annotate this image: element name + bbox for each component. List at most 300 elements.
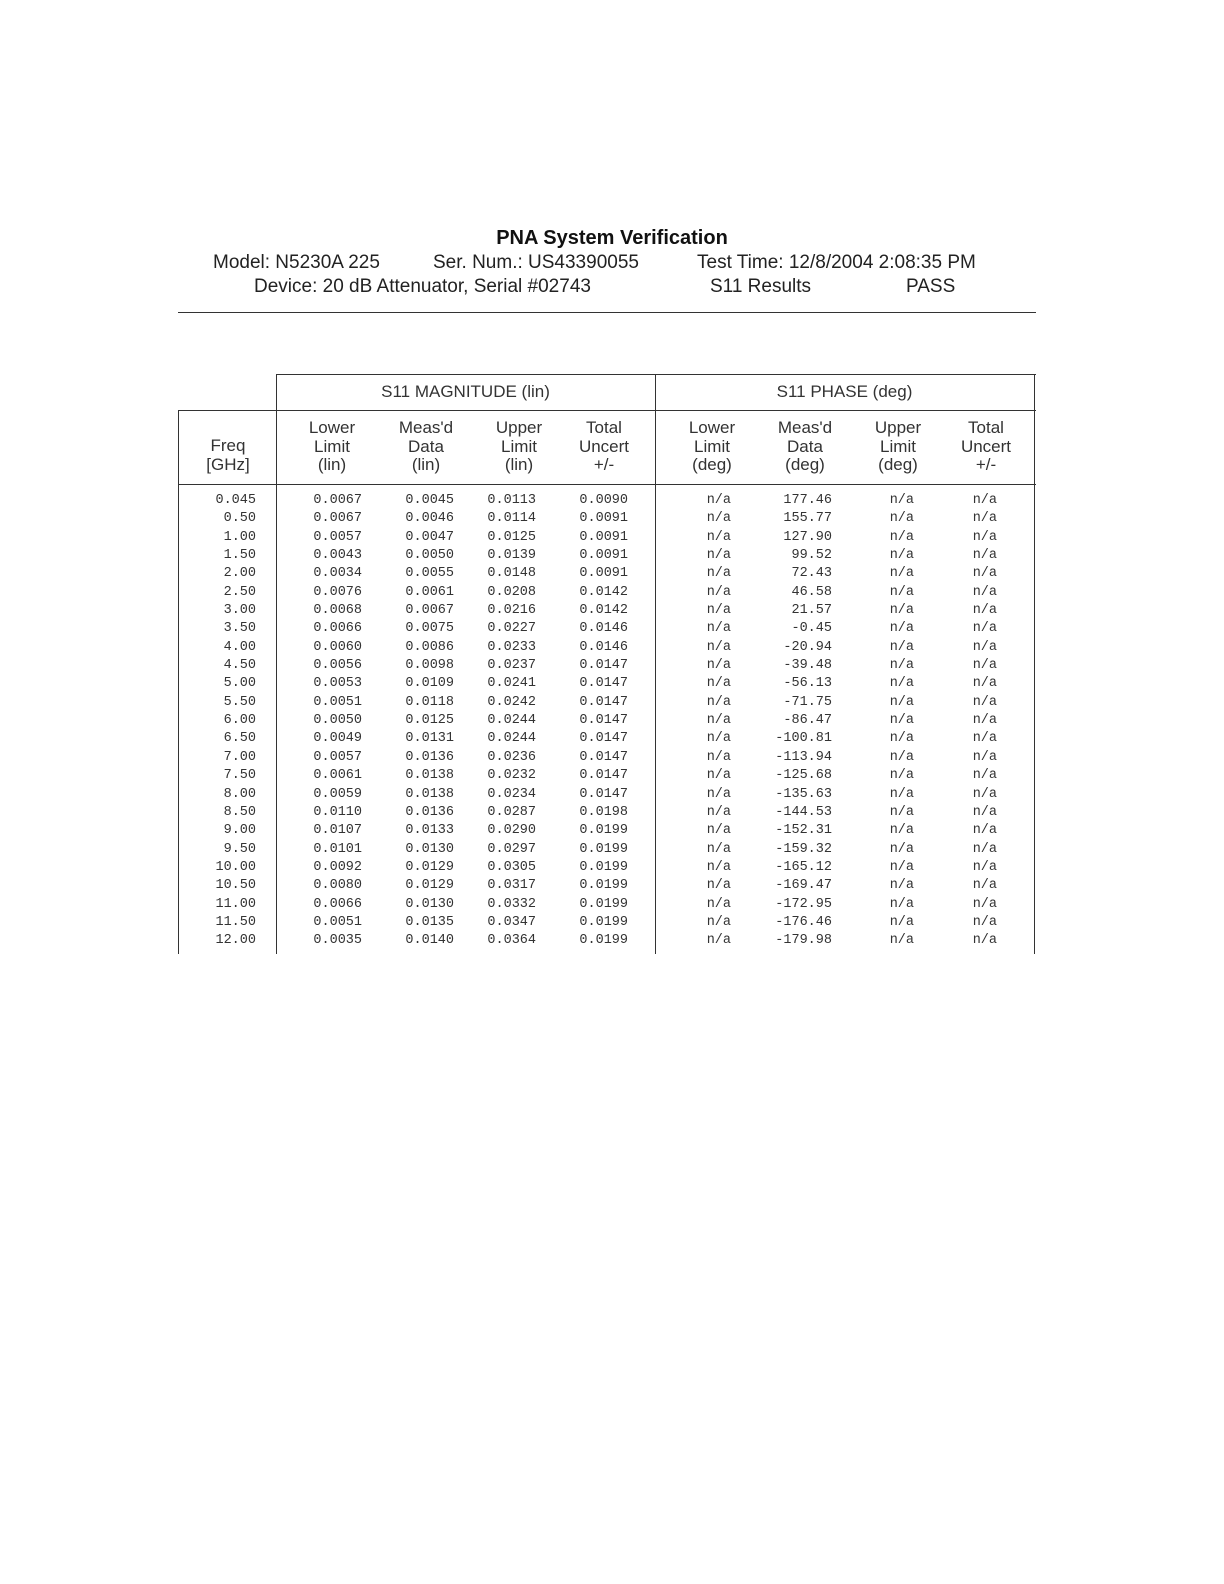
table-row xyxy=(178,749,1036,767)
mag-meas-cell: 0.0118 xyxy=(405,694,454,710)
table-row xyxy=(178,657,1036,675)
phase-total-cell: n/a xyxy=(972,768,997,784)
mag-upper-cell: 0.0290 xyxy=(487,823,536,839)
freq-cell: 4.50 xyxy=(223,658,256,674)
mag-total-cell: 0.0147 xyxy=(579,786,628,802)
mag-meas-cell: 0.0136 xyxy=(405,749,454,765)
freq-cell: 11.50 xyxy=(215,914,256,930)
phase-upper-cell: n/a xyxy=(889,584,914,600)
mag-meas-cell: 0.0130 xyxy=(405,896,454,912)
phase-meas-cell: -39.48 xyxy=(783,658,832,674)
mag-upper-cell: 0.0125 xyxy=(487,529,536,545)
phase-upper-cell: n/a xyxy=(889,548,914,564)
phase-total-cell: n/a xyxy=(972,676,997,692)
header-line: Total xyxy=(968,418,1004,437)
test-time-label: Test Time: 12/8/2004 2:08:35 PM xyxy=(697,252,976,273)
header-ph-lower xyxy=(672,419,752,475)
mag-total-cell: 0.0147 xyxy=(579,694,628,710)
phase-upper-cell: n/a xyxy=(889,529,914,545)
mag-lower-cell: 0.0066 xyxy=(313,896,362,912)
mag-lower-cell: 0.0061 xyxy=(313,768,362,784)
table-row xyxy=(178,529,1036,547)
mag-upper-cell: 0.0234 xyxy=(487,786,536,802)
mag-total-cell: 0.0199 xyxy=(579,914,628,930)
header-line: Lower xyxy=(688,418,736,437)
table-row xyxy=(178,896,1036,914)
mag-upper-cell: 0.0113 xyxy=(487,493,536,508)
mag-meas-cell: 0.0138 xyxy=(405,786,454,802)
mag-lower-cell: 0.0067 xyxy=(313,511,362,527)
phase-meas-cell: 21.57 xyxy=(791,603,832,619)
table-row xyxy=(178,584,1036,602)
mag-meas-cell: 0.0047 xyxy=(405,529,454,545)
phase-meas-cell: -113.94 xyxy=(775,749,832,765)
freq-cell: 6.50 xyxy=(223,731,256,747)
table-row xyxy=(178,565,1036,583)
mag-lower-cell: 0.0110 xyxy=(313,804,362,820)
phase-lower-cell: n/a xyxy=(706,878,731,894)
mag-lower-cell: 0.0051 xyxy=(313,914,362,930)
header-freq-line: Freq xyxy=(210,436,246,455)
phase-meas-cell: 72.43 xyxy=(791,566,832,582)
phase-upper-cell: n/a xyxy=(889,658,914,674)
phase-upper-cell: n/a xyxy=(889,749,914,765)
header-line: (deg) xyxy=(785,455,825,474)
mag-total-cell: 0.0199 xyxy=(579,841,628,857)
phase-total-cell: n/a xyxy=(972,639,997,655)
report-title: PNA System Verification xyxy=(496,227,728,249)
phase-total-cell: n/a xyxy=(972,658,997,674)
freq-cell: 5.50 xyxy=(223,694,256,710)
phase-lower-cell: n/a xyxy=(706,621,731,637)
mag-meas-cell: 0.0061 xyxy=(405,584,454,600)
header-line: Upper xyxy=(495,418,543,437)
mag-meas-cell: 0.0075 xyxy=(405,621,454,637)
phase-upper-cell: n/a xyxy=(889,841,914,857)
phase-upper-cell: n/a xyxy=(889,676,914,692)
mag-meas-cell: 0.0086 xyxy=(405,639,454,655)
header-mag-upper xyxy=(479,419,559,475)
serial-number-label: Ser. Num.: US43390055 xyxy=(433,252,639,273)
phase-total-cell: n/a xyxy=(972,749,997,765)
mag-meas-cell: 0.0055 xyxy=(405,566,454,582)
mag-total-cell: 0.0091 xyxy=(579,566,628,582)
mag-lower-cell: 0.0107 xyxy=(313,823,362,839)
mag-lower-cell: 0.0035 xyxy=(313,933,362,949)
table-row xyxy=(178,767,1036,785)
mag-meas-cell: 0.0125 xyxy=(405,713,454,729)
mag-total-cell: 0.0142 xyxy=(579,584,628,600)
mag-total-cell: 0.0147 xyxy=(579,749,628,765)
header-mag-lower xyxy=(292,419,372,475)
mag-upper-cell: 0.0208 xyxy=(487,584,536,600)
phase-total-cell: n/a xyxy=(972,584,997,600)
mag-meas-cell: 0.0133 xyxy=(405,823,454,839)
phase-meas-cell: -165.12 xyxy=(775,859,832,875)
mag-lower-cell: 0.0080 xyxy=(313,878,362,894)
freq-cell: 6.00 xyxy=(223,713,256,729)
mag-meas-cell: 0.0050 xyxy=(405,548,454,564)
phase-total-cell: n/a xyxy=(972,914,997,930)
magnitude-group-header: S11 MAGNITUDE (lin) xyxy=(381,382,550,401)
freq-cell: 8.00 xyxy=(223,786,256,802)
phase-upper-cell: n/a xyxy=(889,694,914,710)
phase-lower-cell: n/a xyxy=(706,676,731,692)
phase-total-cell: n/a xyxy=(972,878,997,894)
header-line: Limit xyxy=(694,436,730,456)
phase-total-cell: n/a xyxy=(972,896,997,912)
mag-upper-cell: 0.0332 xyxy=(487,896,536,912)
mag-total-cell: 0.0199 xyxy=(579,878,628,894)
table-row xyxy=(178,712,1036,730)
phase-lower-cell: n/a xyxy=(706,529,731,545)
mag-lower-cell: 0.0101 xyxy=(313,841,362,857)
phase-lower-cell: n/a xyxy=(706,804,731,820)
mag-meas-cell: 0.0140 xyxy=(405,933,454,949)
phase-total-cell: n/a xyxy=(972,511,997,527)
table-row xyxy=(178,694,1036,712)
freq-cell: 5.00 xyxy=(223,676,256,692)
header-ph-total xyxy=(946,419,1026,475)
phase-lower-cell: n/a xyxy=(706,896,731,912)
phase-total-cell: n/a xyxy=(972,603,997,619)
freq-cell: 4.00 xyxy=(223,639,256,655)
phase-meas-cell: -135.63 xyxy=(775,786,832,802)
phase-lower-cell: n/a xyxy=(706,713,731,729)
phase-total-cell: n/a xyxy=(972,841,997,857)
phase-lower-cell: n/a xyxy=(706,511,731,527)
phase-meas-cell: -169.47 xyxy=(775,878,832,894)
freq-cell: 10.50 xyxy=(215,878,256,894)
header-line: Meas'd xyxy=(777,418,833,437)
freq-cell: 9.50 xyxy=(223,841,256,857)
phase-upper-cell: n/a xyxy=(889,639,914,655)
header-line: Meas'd xyxy=(398,418,454,437)
mag-total-cell: 0.0091 xyxy=(579,529,628,545)
phase-lower-cell: n/a xyxy=(706,566,731,582)
results-label: S11 Results xyxy=(710,276,812,297)
phase-upper-cell: n/a xyxy=(889,786,914,802)
header-line: Total xyxy=(586,418,622,437)
device-label: Device: 20 dB Attenuator, Serial #02743 xyxy=(254,276,591,297)
header-ph-meas xyxy=(765,419,845,475)
mag-total-cell: 0.0147 xyxy=(579,658,628,674)
mag-upper-cell: 0.0233 xyxy=(487,639,536,655)
mag-meas-cell: 0.0045 xyxy=(405,493,454,508)
freq-cell: 7.00 xyxy=(223,749,256,765)
mag-upper-cell: 0.0305 xyxy=(487,859,536,875)
mag-total-cell: 0.0147 xyxy=(579,768,628,784)
header-line: Uncert xyxy=(578,436,630,456)
phase-upper-cell: n/a xyxy=(889,768,914,784)
table-row xyxy=(178,510,1036,528)
header-divider xyxy=(178,312,1036,313)
phase-lower-cell: n/a xyxy=(706,749,731,765)
mag-total-cell: 0.0199 xyxy=(579,933,628,949)
mag-lower-cell: 0.0092 xyxy=(313,859,362,875)
phase-total-cell: n/a xyxy=(972,529,997,545)
mag-upper-cell: 0.0216 xyxy=(487,603,536,619)
phase-lower-cell: n/a xyxy=(706,639,731,655)
phase-upper-cell: n/a xyxy=(889,823,914,839)
mag-lower-cell: 0.0056 xyxy=(313,658,362,674)
freq-cell: 9.00 xyxy=(223,823,256,839)
mag-total-cell: 0.0146 xyxy=(579,621,628,637)
table-row xyxy=(178,804,1036,822)
mag-upper-cell: 0.0232 xyxy=(487,768,536,784)
table-row xyxy=(178,914,1036,932)
table-row xyxy=(178,730,1036,748)
mag-lower-cell: 0.0068 xyxy=(313,603,362,619)
phase-total-cell: n/a xyxy=(972,694,997,710)
mag-meas-cell: 0.0135 xyxy=(405,914,454,930)
mag-total-cell: 0.0199 xyxy=(579,859,628,875)
phase-lower-cell: n/a xyxy=(706,731,731,747)
mag-total-cell: 0.0198 xyxy=(579,804,628,820)
mag-lower-cell: 0.0057 xyxy=(313,749,362,765)
phase-total-cell: n/a xyxy=(972,786,997,802)
phase-meas-cell: -86.47 xyxy=(783,713,832,729)
mag-lower-cell: 0.0053 xyxy=(313,676,362,692)
phase-meas-cell: -144.53 xyxy=(775,804,832,820)
header-line: Limit xyxy=(880,436,916,456)
phase-meas-cell: -172.95 xyxy=(775,896,832,912)
mag-total-cell: 0.0090 xyxy=(579,493,628,508)
header-line: +/- xyxy=(975,455,997,474)
header-line: Data xyxy=(787,436,823,456)
pass-status: PASS xyxy=(906,276,956,297)
phase-total-cell: n/a xyxy=(972,493,997,508)
phase-meas-cell: -20.94 xyxy=(783,639,832,655)
phase-meas-cell: -0.45 xyxy=(791,621,832,637)
freq-cell: 11.00 xyxy=(215,896,256,912)
header-mag-total xyxy=(564,419,644,475)
phase-lower-cell: n/a xyxy=(706,694,731,710)
mag-meas-cell: 0.0136 xyxy=(405,804,454,820)
table-row xyxy=(178,841,1036,859)
phase-upper-cell: n/a xyxy=(889,914,914,930)
mag-lower-cell: 0.0051 xyxy=(313,694,362,710)
phase-upper-cell: n/a xyxy=(889,731,914,747)
phase-meas-cell: 155.77 xyxy=(783,511,832,527)
header-line: (deg) xyxy=(878,455,918,474)
phase-upper-cell: n/a xyxy=(889,933,914,949)
header-line: (lin) xyxy=(317,455,347,474)
phase-lower-cell: n/a xyxy=(706,584,731,600)
table-row xyxy=(178,932,1036,950)
mag-meas-cell: 0.0131 xyxy=(405,731,454,747)
header-freq-line: [GHz] xyxy=(206,454,250,474)
phase-upper-cell: n/a xyxy=(889,511,914,527)
phase-meas-cell: -56.13 xyxy=(783,676,832,692)
freq-cell: 7.50 xyxy=(223,768,256,784)
mag-meas-cell: 0.0098 xyxy=(405,658,454,674)
table-row xyxy=(178,675,1036,693)
phase-meas-cell: 127.90 xyxy=(783,529,832,545)
phase-lower-cell: n/a xyxy=(706,786,731,802)
phase-meas-cell: -159.32 xyxy=(775,841,832,857)
header-line: (lin) xyxy=(411,455,441,474)
mag-meas-cell: 0.0046 xyxy=(405,511,454,527)
mag-upper-cell: 0.0364 xyxy=(487,933,536,949)
phase-meas-cell: -176.46 xyxy=(775,914,832,930)
header-line: Data xyxy=(408,436,444,456)
freq-cell: 3.00 xyxy=(223,603,256,619)
table-row xyxy=(178,602,1036,620)
table-row xyxy=(178,786,1036,804)
mag-upper-cell: 0.0237 xyxy=(487,658,536,674)
freq-cell: 12.00 xyxy=(215,933,256,949)
phase-upper-cell: n/a xyxy=(889,859,914,875)
mag-upper-cell: 0.0227 xyxy=(487,621,536,637)
header-line: (deg) xyxy=(692,455,732,474)
phase-lower-cell: n/a xyxy=(706,841,731,857)
table-body xyxy=(178,492,1036,951)
mag-upper-cell: 0.0236 xyxy=(487,749,536,765)
phase-group-header: S11 PHASE (deg) xyxy=(776,382,913,401)
mag-meas-cell: 0.0109 xyxy=(405,676,454,692)
phase-lower-cell: n/a xyxy=(706,603,731,619)
mag-lower-cell: 0.0060 xyxy=(313,639,362,655)
phase-meas-cell: -125.68 xyxy=(775,768,832,784)
table-row xyxy=(178,822,1036,840)
header-mag-meas xyxy=(386,419,466,475)
grid-line xyxy=(178,410,1036,411)
phase-total-cell: n/a xyxy=(972,731,997,747)
phase-meas-cell: -152.31 xyxy=(775,823,832,839)
freq-cell: 10.00 xyxy=(215,859,256,875)
freq-cell: 3.50 xyxy=(223,621,256,637)
header-ph-upper xyxy=(858,419,938,475)
mag-total-cell: 0.0146 xyxy=(579,639,628,655)
phase-upper-cell: n/a xyxy=(889,566,914,582)
header-line: (lin) xyxy=(504,455,534,474)
phase-total-cell: n/a xyxy=(972,859,997,875)
mag-meas-cell: 0.0138 xyxy=(405,768,454,784)
freq-cell: 1.50 xyxy=(223,548,256,564)
mag-lower-cell: 0.0034 xyxy=(313,566,362,582)
freq-cell: 0.045 xyxy=(215,493,256,508)
header-line: Limit xyxy=(314,436,350,456)
mag-meas-cell: 0.0130 xyxy=(405,841,454,857)
model-label: Model: N5230A 225 xyxy=(213,252,380,273)
freq-cell: 8.50 xyxy=(223,804,256,820)
phase-meas-cell: -100.81 xyxy=(775,731,832,747)
table-row xyxy=(178,639,1036,657)
header-line: Upper xyxy=(874,418,922,437)
phase-upper-cell: n/a xyxy=(889,621,914,637)
phase-meas-cell: 177.46 xyxy=(783,493,832,508)
mag-meas-cell: 0.0129 xyxy=(405,859,454,875)
phase-lower-cell: n/a xyxy=(706,859,731,875)
phase-total-cell: n/a xyxy=(972,621,997,637)
phase-lower-cell: n/a xyxy=(706,823,731,839)
table-row xyxy=(178,547,1036,565)
mag-total-cell: 0.0199 xyxy=(579,896,628,912)
phase-meas-cell: 99.52 xyxy=(791,548,832,564)
mag-upper-cell: 0.0287 xyxy=(487,804,536,820)
mag-upper-cell: 0.0347 xyxy=(487,914,536,930)
mag-meas-cell: 0.0129 xyxy=(405,878,454,894)
freq-cell: 0.50 xyxy=(223,511,256,527)
mag-lower-cell: 0.0066 xyxy=(313,621,362,637)
mag-total-cell: 0.0199 xyxy=(579,823,628,839)
phase-total-cell: n/a xyxy=(972,823,997,839)
phase-lower-cell: n/a xyxy=(706,933,731,949)
table-row xyxy=(178,859,1036,877)
freq-cell: 1.00 xyxy=(223,529,256,545)
mag-total-cell: 0.0091 xyxy=(579,511,628,527)
phase-lower-cell: n/a xyxy=(706,548,731,564)
header-line: Uncert xyxy=(960,436,1012,456)
phase-meas-cell: -179.98 xyxy=(775,933,832,949)
phase-upper-cell: n/a xyxy=(889,603,914,619)
mag-meas-cell: 0.0067 xyxy=(405,603,454,619)
grid-line xyxy=(178,484,1036,485)
phase-lower-cell: n/a xyxy=(706,914,731,930)
phase-lower-cell: n/a xyxy=(706,493,731,508)
header-freq xyxy=(183,437,273,474)
mag-lower-cell: 0.0050 xyxy=(313,713,362,729)
phase-total-cell: n/a xyxy=(972,548,997,564)
mag-total-cell: 0.0147 xyxy=(579,713,628,729)
phase-total-cell: n/a xyxy=(972,566,997,582)
grid-line xyxy=(276,374,1036,375)
phase-total-cell: n/a xyxy=(972,933,997,949)
mag-total-cell: 0.0091 xyxy=(579,548,628,564)
mag-upper-cell: 0.0297 xyxy=(487,841,536,857)
phase-upper-cell: n/a xyxy=(889,878,914,894)
mag-upper-cell: 0.0139 xyxy=(487,548,536,564)
phase-meas-cell: 46.58 xyxy=(791,584,832,600)
phase-meas-cell: -71.75 xyxy=(783,694,832,710)
phase-total-cell: n/a xyxy=(972,804,997,820)
phase-upper-cell: n/a xyxy=(889,896,914,912)
table-row xyxy=(178,877,1036,895)
mag-lower-cell: 0.0067 xyxy=(313,493,362,508)
mag-upper-cell: 0.0244 xyxy=(487,713,536,729)
mag-upper-cell: 0.0317 xyxy=(487,878,536,894)
mag-total-cell: 0.0147 xyxy=(579,731,628,747)
table-row xyxy=(178,620,1036,638)
mag-lower-cell: 0.0059 xyxy=(313,786,362,802)
header-line: +/- xyxy=(593,455,615,474)
phase-lower-cell: n/a xyxy=(706,658,731,674)
mag-total-cell: 0.0147 xyxy=(579,676,628,692)
mag-upper-cell: 0.0244 xyxy=(487,731,536,747)
mag-lower-cell: 0.0049 xyxy=(313,731,362,747)
freq-cell: 2.00 xyxy=(223,566,256,582)
mag-lower-cell: 0.0076 xyxy=(313,584,362,600)
mag-total-cell: 0.0142 xyxy=(579,603,628,619)
header-line: Limit xyxy=(501,436,537,456)
mag-upper-cell: 0.0241 xyxy=(487,676,536,692)
phase-lower-cell: n/a xyxy=(706,768,731,784)
s11-results-table xyxy=(178,374,1036,954)
mag-lower-cell: 0.0043 xyxy=(313,548,362,564)
phase-total-cell: n/a xyxy=(972,713,997,729)
freq-cell: 2.50 xyxy=(223,584,256,600)
phase-upper-cell: n/a xyxy=(889,804,914,820)
mag-upper-cell: 0.0148 xyxy=(487,566,536,582)
mag-lower-cell: 0.0057 xyxy=(313,529,362,545)
phase-upper-cell: n/a xyxy=(889,713,914,729)
mag-upper-cell: 0.0114 xyxy=(487,511,536,527)
table-row xyxy=(178,492,1036,510)
header-line: Lower xyxy=(308,418,356,437)
mag-upper-cell: 0.0242 xyxy=(487,694,536,710)
phase-upper-cell: n/a xyxy=(889,493,914,508)
